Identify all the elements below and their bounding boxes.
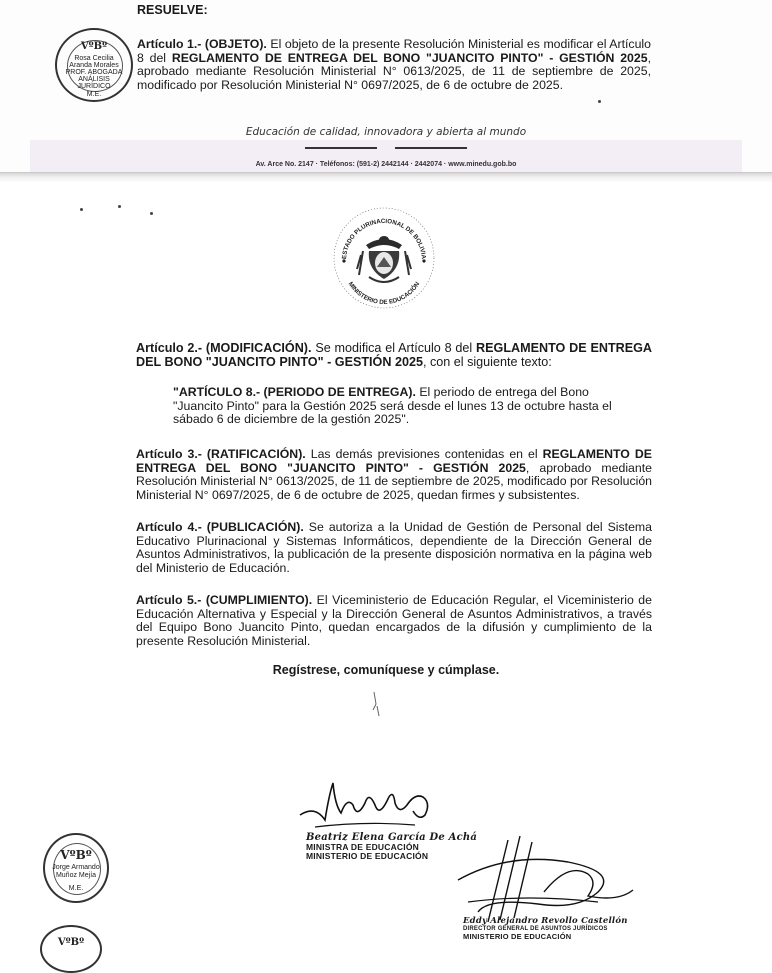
stamp-2-vobo: VºBº (60, 848, 92, 862)
stamp-line-4: ANÁLISIS (78, 76, 110, 83)
article-4-text: Se autoriza a la Unidad de Gestión de Personal del Sistema Educativo Plurinacional y Sistemas Informáticos, dependiente de la Dirección General de Asuntos Administrativos, la publicación de la presente disposición normativa en la página web del Ministerio de Educación. (136, 520, 652, 575)
article-2-regulation-title: REGLAMENTO DE ENTREGA DEL BONO "JUANCITO PINTO" - GESTIÓN 2025 (136, 341, 653, 369)
page-separator (0, 172, 772, 183)
article-3-text-b: , aprobado mediante Resolución Ministerial N° 0613/2025, de 11 de septiembre de 2025, modificado por Resolución Ministerial N° 0697/2025, de 6 de octubre de 2025, quedan firmes y subsistentes. (136, 460, 653, 502)
seal-top-text: ESTADO PLURINACIONAL DE BOLIVIA (341, 217, 427, 260)
stamp-2-line-2: Muñoz Mejía (55, 872, 97, 879)
article-5 (136, 594, 652, 648)
article-2-label: Artículo 2.- (MODIFICACIÓN). (136, 341, 312, 355)
scan-speck (150, 212, 153, 215)
stamp-2-mark: M.E. (68, 885, 84, 892)
signature-legal-director (448, 832, 638, 927)
legal-review-stamp-3-partial (40, 925, 102, 973)
stamp-vobo: VºBº (80, 41, 108, 52)
quoted-article-8-label: "ARTÍCULO 8.- (PERIODO DE ENTREGA). (173, 385, 416, 399)
footer-band (30, 140, 742, 173)
scan-speck (118, 205, 121, 208)
article-3-text-a: Las demás previsiones contenidas en el (305, 447, 543, 461)
signer-2-name: Eddy Alejandro Revollo Castellón (463, 916, 628, 926)
stamp-mark: M.E. (86, 91, 102, 98)
legal-review-stamp (55, 28, 133, 102)
article-2-text-b: , con el siguiente texto: (422, 355, 552, 369)
article-5-label: Artículo 5.- (CUMPLIMIENTO). (136, 593, 313, 607)
footer-address: Av. Arce No. 2147 · Teléfonos: (591-2) 2442144 · 2442074 · www.minedu.gob.bo (255, 161, 517, 168)
signer-1-institution: MINISTERIO DE EDUCACIÓN (306, 851, 429, 861)
stamp-line-1: Rosa Cecilia (74, 55, 114, 62)
article-5-text: El Viceministerio de Educación Regular, el Viceministerio de Educación Alternativa y Especial y la Dirección General de Asuntos Administrativos, a través del Equipo Bono Juancito Pinto, quedan encargados de la difusión y cumplimiento de la presente Resolución Ministerial. (136, 593, 652, 648)
closing-formula: Regístrese, comuníquese y cúmplase. (272, 663, 500, 677)
quoted-article-8-text: El periodo de entrega del Bono "Juancito Pinto" para la Gestión 2025 será desde el lunes 13 de octubre hasta el sábado 6 de diciembre de la gestión 2025". (173, 385, 612, 427)
signature-minister (295, 775, 455, 835)
coat-of-arms-icon (357, 236, 411, 282)
article-1-text-b: , aprobado mediante Resolución Ministerial N° 0613/2025, de 11 de septiembre de 2025, modificado por Resolución Ministerial N° 0697/2025, de 6 de octubre de 2025. (137, 50, 651, 92)
article-3-label: Artículo 3.- (RATIFICACIÓN). (136, 447, 306, 461)
quoted-article-8 (173, 386, 613, 427)
article-1-text-a: El objeto de la presente Resolución Ministerial es modificar el Artículo 8 del (137, 37, 651, 65)
article-1-regulation-title: REGLAMENTO DE ENTREGA DEL BONO "JUANCITO PINTO" - GESTIÓN 2025 (171, 50, 648, 65)
resuelve-heading: RESUELVE: (137, 3, 208, 17)
footer-divider-left (305, 147, 377, 149)
scan-speck (80, 208, 83, 211)
seal-bottom-text: MINISTERIO DE EDUCACIÓN (346, 280, 422, 307)
page-1-fragment (0, 0, 772, 173)
article-2-text-a: Se modifica el Artículo 8 del (311, 341, 477, 355)
article-3 (136, 448, 652, 502)
article-4 (136, 521, 652, 575)
article-1-label: Artículo 1.- (OBJETO). (137, 37, 267, 51)
ministry-seal (329, 203, 439, 313)
signer-1-title: MINISTRA DE EDUCACIÓN (306, 841, 419, 852)
stamp-3-vobo: VºBº (57, 937, 85, 948)
article-2 (136, 341, 652, 369)
article-3-regulation-title: REGLAMENTO DE ENTREGA DEL BONO "JUANCITO PINTO" - GESTIÓN 2025 (136, 447, 652, 475)
article-4-label: Artículo 4.- (PUBLICACIÓN). (136, 520, 304, 534)
stamp-line-2: Aranda Morales (69, 62, 119, 69)
footer-motto: Educación de calidad, innovadora y abierta al mundo (245, 126, 527, 138)
signer-2-block (463, 917, 628, 940)
stamp-line-5: JURÍDICO (77, 83, 111, 90)
legal-review-stamp-2 (43, 833, 109, 903)
scan-speck (598, 100, 601, 103)
pen-mark (368, 690, 384, 718)
signer-2-institution: MINISTERIO DE EDUCACIÓN (463, 932, 572, 941)
signer-2-title: DIRECTOR GENERAL DE ASUNTOS JURÍDICOS (463, 926, 608, 932)
stamp-line-3: PROF. ABOGADA (65, 69, 123, 76)
signer-1-name: Beatriz Elena García De Achá (306, 832, 478, 843)
article-1 (137, 38, 651, 92)
footer-divider-right (395, 147, 467, 149)
stamp-2-line-1: Jorge Armando (52, 864, 100, 871)
